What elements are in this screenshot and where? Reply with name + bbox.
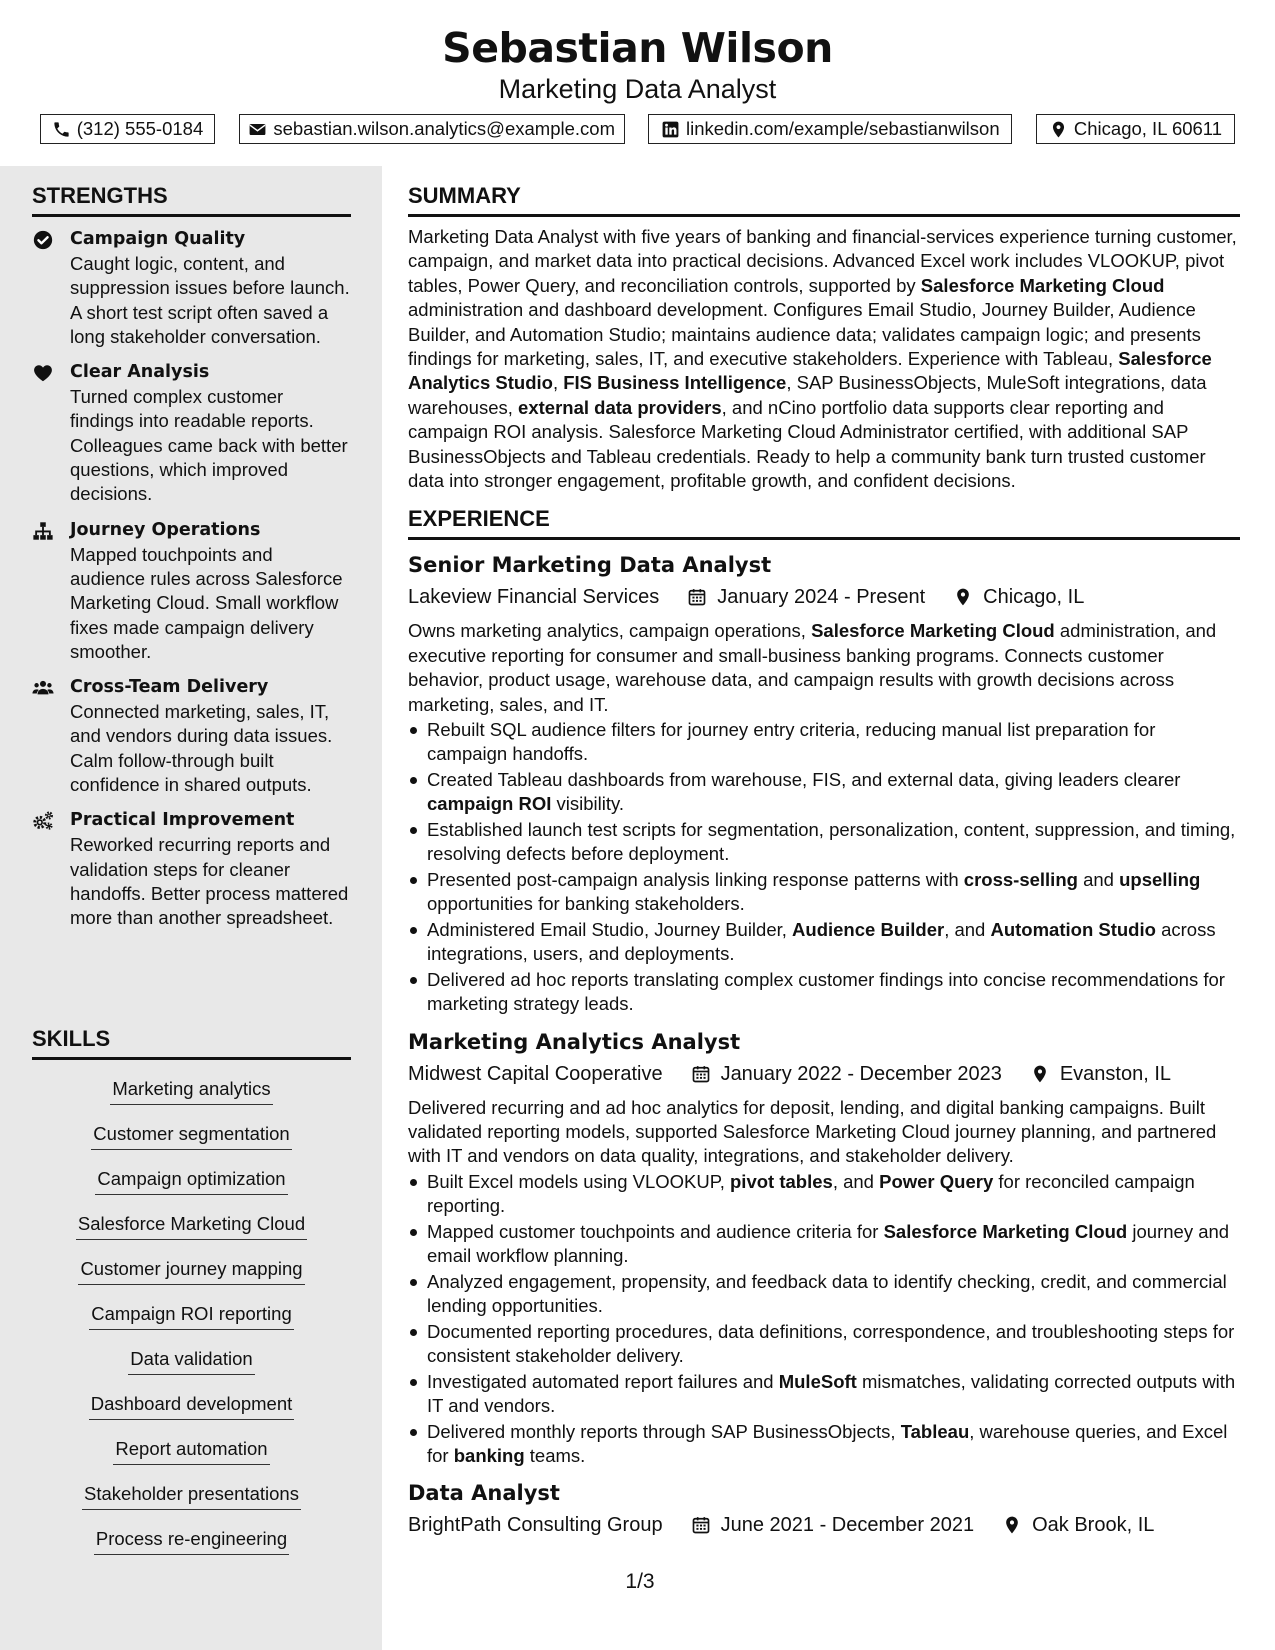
skill-item [32,1205,351,1250]
main-content [408,166,1240,1540]
job-bullets [408,718,1240,1016]
contact-phone[interactable] [40,114,215,144]
list-item: Created Tableau dashboards from warehouse, FIS, and external data, giving leaders clearer campaign ROI visibility. [408,768,1240,816]
phone-text: (312) 555-0184 [76,118,204,139]
linkedin-icon [661,120,680,139]
experience-section [408,505,1240,1540]
users-icon [32,677,54,699]
gears-icon [32,810,54,832]
candidate-title: Marketing Data Analyst [498,74,777,104]
sidebar [0,166,382,1650]
skill-label: Stakeholder presentations [82,1481,301,1510]
job-dates: January 2024 - Present [717,586,926,609]
skills-section [32,1025,351,1565]
contact-bar [40,114,1235,144]
strength-name: Journey Operations [70,519,261,540]
strength-description: Connected marketing, sales, IT, and vendors during data issues. Calm follow-through built confidence in shared outputs. [70,701,333,796]
calendar-icon [691,1064,711,1084]
contact-location [1036,114,1235,144]
job-meta [408,1510,1240,1540]
skill-label: Campaign optimization [95,1166,287,1195]
map-marker-icon [953,587,973,607]
strength-description: Caught logic, content, and suppression issues before launch. A short test script often saved a long stakeholder conversation. [70,253,350,347]
strength-item [32,675,351,797]
job-company: BrightPath Consulting Group [408,1514,663,1537]
skill-item [32,1430,351,1475]
skills-list [32,1070,351,1565]
linkedin-text: linkedin.com/example/sebastianwilson [685,118,1000,139]
job-location: Chicago, IL [983,586,1085,609]
map-marker-icon [1049,120,1068,139]
skill-item [32,1160,351,1205]
job-meta [408,582,1240,612]
strength-name: Practical Improvement [70,810,295,831]
strength-name: Cross-Team Delivery [70,677,269,698]
skill-label: Data validation [128,1346,254,1375]
skill-item [32,1070,351,1115]
job-company: Midwest Capital Cooperative [408,1062,663,1085]
job-meta [408,1059,1240,1089]
job-description: Delivered recurring and ad hoc analytics for deposit, lending, and digital banking campaigns. Built validated reporting models, supported Salesforce Marketing Cloud journey planning, and partnered with IT and vendors on data quality, integrations, and stakeholder delivery. [408,1096,1217,1167]
job-bullets [408,1170,1240,1468]
list-item: Established launch test scripts for segmentation, personalization, content, suppression, and timing, resolving defects before deployment. [408,818,1240,866]
skills-heading: SKILLS [32,1025,351,1060]
contact-email[interactable] [239,114,625,144]
job-entry [408,1478,1240,1540]
job-dates: January 2022 - December 2023 [720,1062,1002,1085]
skill-item [32,1340,351,1385]
list-item: Mapped customer touchpoints and audience criteria for Salesforce Marketing Cloud journey and email workflow planning. [408,1220,1240,1268]
strength-item [32,518,351,664]
list-item: Delivered monthly reports through SAP BusinessObjects, Tableau, warehouse queries, and Excel for banking teams. [408,1420,1240,1468]
job-description: Owns marketing analytics, campaign operations, Salesforce Marketing Cloud administration, and executive reporting for consumer and small-business banking programs. Connects customer behavior, product usage, warehouse data, and campaign results with growth decisions across marketing, sales, and IT. [408,620,1217,715]
page-number: 1/3 [625,1570,655,1593]
list-item: Built Excel models using VLOOKUP, pivot tables, and Power Query for reconciled campaign reporting. [408,1170,1240,1218]
skill-item [32,1115,351,1160]
list-item: Documented reporting procedures, data definitions, correspondence, and troubleshooting steps for consistent stakeholder delivery. [408,1320,1240,1368]
skill-item [32,1385,351,1430]
heart-icon [32,362,54,384]
map-marker-icon [1030,1064,1050,1084]
list-item: Rebuilt SQL audience filters for journey entry criteria, reducing manual list preparation for campaign handoffs. [408,718,1240,766]
check-circle-icon [32,229,54,251]
calendar-icon [687,587,707,607]
skill-item [32,1520,351,1565]
experience-heading: EXPERIENCE [408,505,1240,540]
job-entry [408,550,1240,1016]
strength-name: Clear Analysis [70,362,210,383]
candidate-name: Sebastian Wilson [442,24,833,72]
list-item: Administered Email Studio, Journey Builder, Audience Builder, and Automation Studio across integrations, users, and deployments. [408,918,1240,966]
summary-section [408,182,1240,493]
summary-heading: SUMMARY [408,182,1240,217]
strength-item [32,227,351,349]
strength-item [32,808,351,930]
strength-name: Campaign Quality [70,229,246,249]
skill-item [32,1250,351,1295]
skill-item [32,1295,351,1340]
strengths-section [32,182,351,931]
phone-icon [52,120,71,139]
job-title: Data Analyst [408,1481,560,1506]
map-marker-icon [1002,1515,1022,1535]
list-item: Investigated automated report failures and MuleSoft mismatches, validating corrected outputs with IT and vendors. [408,1370,1240,1418]
skill-label: Campaign ROI reporting [89,1301,294,1330]
strength-item [32,360,351,506]
location-text: Chicago, IL 60611 [1073,118,1223,139]
summary-text: Marketing Data Analyst with five years of banking and financial-services experience turning customer, campaign, and market data into practical decisions. Advanced Excel work includes VLOOKUP, pivot tables, Power Query, and reconciliation controls, supported by Salesforce Marketing Cloud administration and dashboard development. Configures Email Studio, Journey Builder, Audience Builder, and Automation Studio; maintains audience data; validates campaign logic; and presents findings for marketing, sales, IT, and executive stakeholders. Experience with Tableau, Salesforce Analytics Studio, FIS Business Intelligence, SAP BusinessObjects, MuleSoft integrations, data warehouses, external data providers, and nCino portfolio data supports clear reporting and campaign ROI analysis. Salesforce Marketing Cloud Administrator certified, with additional SAP BusinessObjects and Tableau credentials. Ready to help a community bank turn trusted customer data into stronger engagement, profitable growth, and confident decisions. [408,226,1237,492]
skill-label: Customer segmentation [91,1121,291,1150]
skill-label: Process re-engineering [94,1526,289,1555]
job-list [408,550,1240,1540]
sitemap-icon [32,520,54,542]
strengths-list [32,227,351,931]
job-title: Senior Marketing Data Analyst [408,553,772,578]
skill-label: Customer journey mapping [78,1256,304,1285]
list-item: Analyzed engagement, propensity, and feedback data to identify checking, credit, and commercial lending opportunities. [408,1270,1240,1318]
skill-label: Dashboard development [89,1391,295,1420]
skill-label: Report automation [113,1436,269,1465]
skill-label: Salesforce Marketing Cloud [76,1211,307,1240]
strength-description: Mapped touchpoints and audience rules across Salesforce Marketing Cloud. Small workflow fixes made campaign delivery smoother. [70,543,343,662]
job-entry [408,1027,1240,1469]
job-title: Marketing Analytics Analyst [408,1029,741,1054]
envelope-icon [248,120,267,139]
job-location: Oak Brook, IL [1032,1514,1155,1537]
email-text: sebastian.wilson.analytics@example.com [273,118,615,139]
job-dates: June 2021 - December 2021 [720,1514,975,1537]
skill-label: Marketing analytics [110,1076,272,1105]
list-item: Delivered ad hoc reports translating complex customer findings into concise recommendations for marketing strategy leads. [408,968,1240,1016]
strength-description: Turned complex customer findings into readable reports. Colleagues came back with better questions, which improved decisions. [70,386,348,505]
skill-item [32,1475,351,1520]
job-company: Lakeview Financial Services [408,586,660,609]
list-item: Presented post-campaign analysis linking response patterns with cross-selling and upselling opportunities for banking stakeholders. [408,868,1240,916]
strengths-heading: STRENGTHS [32,182,351,217]
job-location: Evanston, IL [1059,1062,1172,1085]
strength-description: Reworked recurring reports and validation steps for cleaner handoffs. Better process mattered more than another spreadsheet. [70,834,349,929]
calendar-icon [691,1515,711,1535]
contact-linkedin[interactable] [648,114,1012,144]
